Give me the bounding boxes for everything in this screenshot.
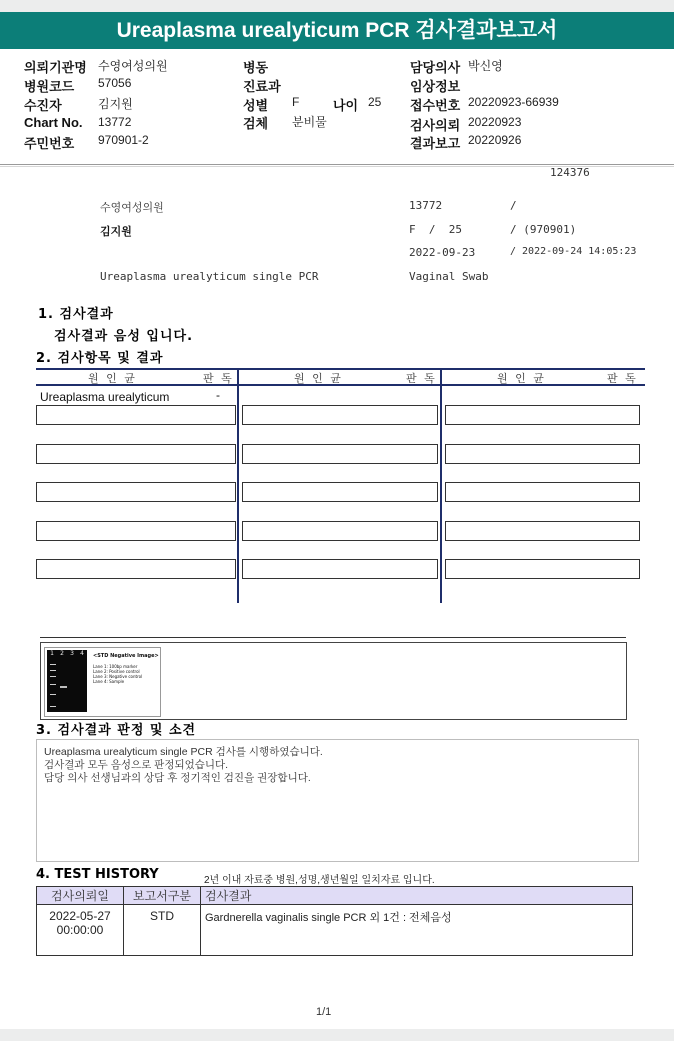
sex-label: 성별: [243, 98, 269, 113]
gel-title: <STD Negative Image>: [93, 653, 159, 659]
result-cell: [242, 444, 438, 464]
ward-label: 병동: [243, 60, 269, 75]
gel-band: [50, 664, 56, 665]
page-number: 1/1: [316, 1006, 332, 1018]
age-value: 25: [368, 95, 382, 109]
result-cell: [36, 521, 236, 541]
doctor-value: 박신영: [468, 59, 503, 73]
info-date-reported: / 2022-09-24 14:05:23: [510, 246, 637, 257]
section1-result: 검사결과 음성 입니다.: [54, 329, 194, 344]
history-date: 2022-05-27: [49, 909, 111, 923]
info-clinic: 수영여성의원: [100, 201, 164, 214]
specimen-value: 분비물: [292, 115, 327, 129]
col-header-pathogen-1: 원 인 균: [88, 372, 137, 385]
result-cell: [445, 521, 640, 541]
gel-lane-number: 2: [60, 650, 64, 657]
col-header-judgement-3: 판 독: [607, 372, 638, 385]
result-cell: [242, 559, 438, 579]
result-pathogen-name: Ureaplasma urealyticum: [40, 390, 170, 404]
info-specimen: Vaginal Swab: [409, 270, 489, 283]
resident-no-value: 970901-2: [98, 133, 149, 147]
gel-panel-rule: [40, 637, 626, 638]
info-chart-sep: /: [510, 199, 517, 212]
gel-lane-numbers: [47, 650, 87, 657]
gel-lane-number: 3: [70, 650, 74, 657]
opinion-box: [36, 739, 639, 862]
results-column-divider-2: [440, 368, 442, 603]
hospital-code-value: 57056: [98, 76, 132, 90]
request-date-label: 검사의뢰: [410, 118, 461, 133]
gel-legend: [93, 664, 142, 684]
info-date-received: 2022-09-23: [409, 246, 476, 259]
report-date-label: 결과보고: [410, 136, 461, 151]
hospital-code-label: 병원코드: [24, 79, 75, 94]
gel-band: [50, 676, 56, 677]
opinion-line: 검사결과 모두 음성으로 판정되었습니다.: [44, 759, 229, 771]
history-header-type: 보고서구분: [124, 887, 201, 905]
gel-image: [44, 647, 161, 717]
gel-band: [50, 694, 56, 695]
section3-title: 3. 검사결과 판정 및 소견: [36, 723, 197, 738]
history-header-result: 검사결과: [201, 887, 633, 905]
history-header-date: 검사의뢰일: [37, 887, 124, 905]
opinion-line: 담당 의사 선생님과의 상담 후 정기적인 검진을 권장합니다.: [44, 772, 311, 784]
gel-legend-item: Lane 3: Negative control: [93, 674, 143, 679]
history-header-row: [37, 887, 633, 905]
sex-value: F: [292, 95, 300, 109]
receipt-no-label: 접수번호: [410, 98, 461, 113]
specimen-label: 검체: [243, 116, 269, 131]
history-note: 2년 이내 자료중 병원,성명,생년월일 일치자료 입니다.: [204, 875, 435, 886]
report-date-value: 20220926: [468, 133, 522, 147]
col-header-pathogen-3: 원 인 균: [497, 372, 546, 385]
section1-title: 1. 검사결과: [38, 307, 114, 322]
history-time: 00:00:00: [56, 923, 104, 937]
col-header-pathogen-2: 원 인 균: [294, 372, 343, 385]
table-row: [37, 905, 633, 956]
patient-value: 김지원: [98, 97, 133, 111]
result-cell: [36, 559, 236, 579]
col-header-judgement-1: 판 독: [203, 372, 234, 385]
specimen-code: 124376: [550, 166, 590, 179]
history-date-cell: [37, 905, 124, 956]
result-cell: [242, 521, 438, 541]
top-strip: [0, 0, 674, 12]
info-patient: 김지원: [100, 225, 132, 238]
gel-lane-number: 4: [80, 650, 84, 657]
section4-title: 4. TEST HISTORY: [36, 867, 159, 882]
history-result: Gardnerella vaginalis single PCR 외 1건 : 전체음성: [201, 905, 633, 956]
result-cell: [445, 482, 640, 502]
result-judgement: -: [216, 388, 220, 402]
opinion-line: Ureaplasma urealyticum single PCR 검사를 시행하였습니다.: [44, 746, 323, 758]
result-cell: [36, 444, 236, 464]
department-label: 진료과: [243, 79, 281, 94]
gel-band: [60, 686, 67, 688]
gel-legend-item: Lane 1: 100bp marker: [93, 664, 138, 669]
result-cell: [36, 405, 236, 425]
result-cell: [242, 482, 438, 502]
info-sex-age: F / 25: [409, 223, 462, 236]
section2-title: 2. 검사항목 및 결과: [36, 351, 164, 366]
result-cell: [445, 405, 640, 425]
gel-photo: [47, 650, 87, 712]
age-label: 나이: [333, 98, 359, 113]
history-table: [36, 886, 633, 956]
info-test-name: Ureaplasma urealyticum single PCR: [100, 270, 319, 283]
patient-label: 수진자: [24, 98, 62, 113]
result-cell: [445, 444, 640, 464]
receipt-no-value: 20220923-66939: [468, 95, 559, 109]
col-header-judgement-2: 판 독: [406, 372, 437, 385]
result-cell: [445, 559, 640, 579]
results-column-divider-1: [237, 368, 239, 603]
gel-band: [50, 706, 56, 707]
header-divider: [0, 164, 674, 165]
hospital-label: 의뢰기관명: [24, 60, 87, 75]
bottom-strip: [0, 1029, 674, 1041]
result-cell: [242, 405, 438, 425]
gel-legend-item: Lane 4: Sample: [93, 679, 125, 684]
doctor-label: 담당의사: [410, 60, 461, 75]
request-date-value: 20220923: [468, 115, 522, 129]
chart-no-value: 13772: [98, 115, 132, 129]
gel-band: [50, 684, 56, 685]
gel-legend-item: Lane 2: Positive control: [93, 669, 140, 674]
gel-band: [50, 670, 56, 671]
info-chart: 13772: [409, 199, 443, 212]
resident-no-label: 주민번호: [24, 136, 75, 151]
chart-no-label: Chart No.: [24, 115, 83, 130]
clinical-info-label: 임상정보: [410, 79, 461, 94]
history-type: STD: [124, 905, 201, 956]
info-birth: / (970901): [510, 223, 577, 236]
report-title: Ureaplasma urealyticum PCR 검사결과보고서: [0, 12, 674, 49]
hospital-value: 수영여성의원: [98, 59, 168, 73]
result-cell: [36, 482, 236, 502]
gel-lane-number: 1: [50, 650, 54, 657]
